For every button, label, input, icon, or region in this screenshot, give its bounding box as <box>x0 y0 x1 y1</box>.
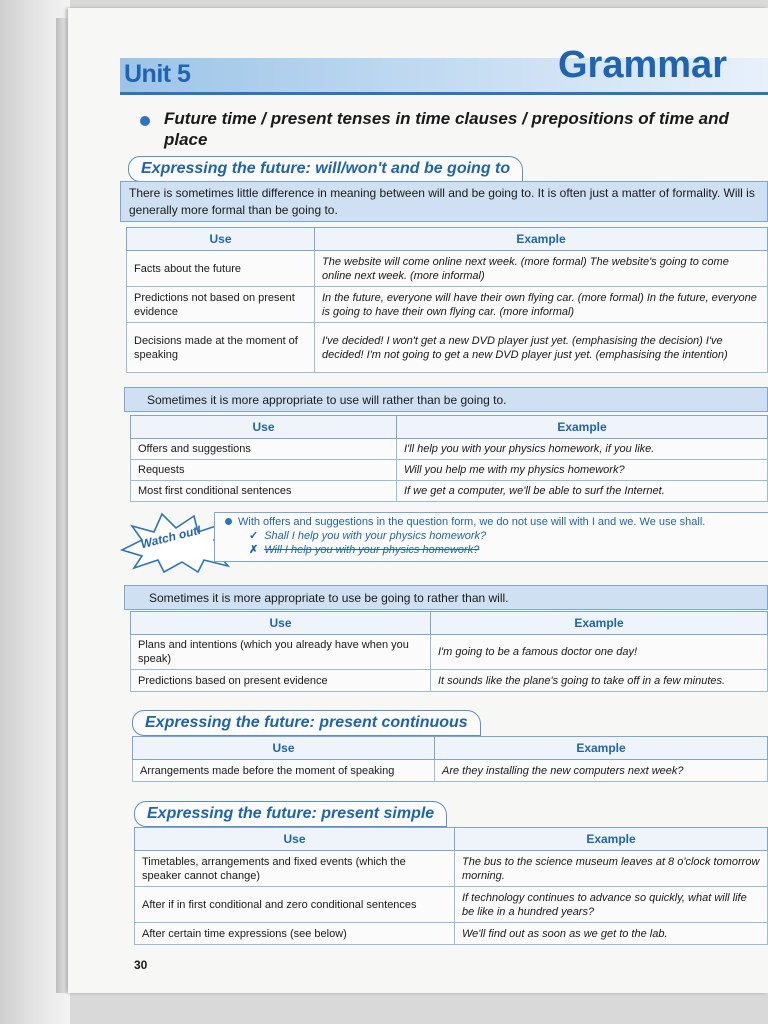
table-row <box>133 760 768 782</box>
example-cell: Are they installing the new computers next week? <box>435 760 768 782</box>
cross-icon: ✗ <box>249 544 259 556</box>
note-going-to-rather-than-will: Sometimes it is more appropriate to use be going to rather than will. <box>124 585 768 610</box>
column-header-use: Use <box>131 612 431 635</box>
table-row <box>127 251 768 287</box>
incorrect-example: Will I help you with your physics homework? <box>264 544 480 556</box>
column-header-example: Example <box>315 228 768 251</box>
watch-out-label: Watch out! <box>139 522 203 552</box>
use-cell: After certain time expressions (see below) <box>135 923 455 945</box>
table-row <box>135 887 768 923</box>
watch-out-box <box>214 512 768 562</box>
correct-example: Shall I help you with your physics homework? <box>264 530 487 542</box>
use-cell: Timetables, arrangements and fixed events (which the speaker cannot change) <box>135 851 455 887</box>
table-row <box>135 851 768 887</box>
note-will-vs-going-to <box>120 181 768 222</box>
table-row <box>131 635 768 670</box>
use-cell: After if in first conditional and zero conditional sentences <box>135 887 455 923</box>
use-cell: Facts about the future <box>127 251 315 287</box>
textbook-page <box>68 8 768 993</box>
use-cell: Predictions based on present evidence <box>131 670 431 692</box>
column-header-example: Example <box>455 828 768 851</box>
column-header-use: Use <box>133 737 435 760</box>
column-header-example: Example <box>435 737 768 760</box>
watch-out-rule <box>225 515 768 529</box>
table-going-to <box>130 611 768 692</box>
topic-heading: Future time / present tenses in time clauses / prepositions of time and place <box>164 109 729 149</box>
unit-header-rule <box>120 92 768 95</box>
table-row <box>135 923 768 945</box>
bullet-icon <box>140 116 150 126</box>
example-cell: It sounds like the plane's going to take off in a few minutes. <box>431 670 768 692</box>
column-header-example: Example <box>431 612 768 635</box>
table-row <box>127 323 768 373</box>
note-will-rather-than-going-to: Sometimes it is more appropriate to use will rather than be going to. <box>124 387 768 412</box>
table-header-row <box>127 228 768 251</box>
example-cell: If we get a computer, we'll be able to surf the Internet. <box>397 481 768 502</box>
section-heading-will-going-to: Expressing the future: will/won't and be going to <box>128 156 523 182</box>
example-cell: I'm going to be a famous doctor one day! <box>431 635 768 670</box>
example-cell: We'll find out as soon as we get to the lab. <box>455 923 768 945</box>
watch-out-rule-text: With offers and suggestions in the question form, we do not use will with I and we. We use shall. <box>238 516 706 528</box>
table-header-row <box>131 612 768 635</box>
use-cell: Plans and intentions (which you already have when you speak) <box>131 635 431 670</box>
example-cell: The bus to the science museum leaves at 8 o'clock tomorrow morning. <box>455 851 768 887</box>
use-cell: Decisions made at the moment of speaking <box>127 323 315 373</box>
page-number: 30 <box>134 958 148 972</box>
example-cell: If technology continues to advance so quickly, what will life be like in a hundred years? <box>455 887 768 923</box>
example-cell: I'll help you with your physics homework, if you like. <box>397 439 768 460</box>
example-cell: I've decided! I won't get a new DVD player just yet. (emphasising the decision) I've decided! I'm not going to get a new DVD player just yet. (emphasising the intention) <box>315 323 768 373</box>
check-icon: ✓ <box>249 530 259 542</box>
watch-out-incorrect <box>225 543 768 557</box>
use-cell: Most first conditional sentences <box>131 481 397 502</box>
unit-title: Unit 5 <box>124 60 191 88</box>
example-cell: In the future, everyone will have their own flying car. (more formal) In the future, everyone is going to have their own flying car. (more informal) <box>315 287 768 323</box>
table-header-row <box>133 737 768 760</box>
column-header-use: Use <box>127 228 315 251</box>
use-cell: Requests <box>131 460 397 481</box>
table-will <box>130 415 768 502</box>
use-cell: Offers and suggestions <box>131 439 397 460</box>
table-present-simple <box>134 827 768 945</box>
example-cell: The website will come online next week. (more formal) The website's going to come online next week. (more informal) <box>315 251 768 287</box>
use-cell: Predictions not based on present evidence <box>127 287 315 323</box>
page-edge <box>56 18 68 993</box>
use-cell: Arrangements made before the moment of speaking <box>133 760 435 782</box>
section-title: Grammar <box>558 44 727 86</box>
table-will-going-to <box>126 227 768 373</box>
table-header-row <box>135 828 768 851</box>
column-header-use: Use <box>131 416 397 439</box>
table-header-row <box>131 416 768 439</box>
table-row <box>131 670 768 692</box>
section-heading-present-simple: Expressing the future: present simple <box>134 801 447 827</box>
note-text: There is sometimes little difference in meaning between will and be going to. It is often just a matter of formality. Will is generally more formal than be going to. <box>129 186 755 217</box>
table-row <box>127 287 768 323</box>
watch-out-correct <box>225 529 768 543</box>
table-row <box>131 439 768 460</box>
column-header-example: Example <box>397 416 768 439</box>
table-present-continuous <box>132 736 768 782</box>
table-row <box>131 460 768 481</box>
example-cell: Will you help me with my physics homework? <box>397 460 768 481</box>
column-header-use: Use <box>135 828 455 851</box>
bullet-icon <box>225 518 232 525</box>
section-heading-present-continuous: Expressing the future: present continuous <box>132 710 481 736</box>
table-row <box>131 481 768 502</box>
